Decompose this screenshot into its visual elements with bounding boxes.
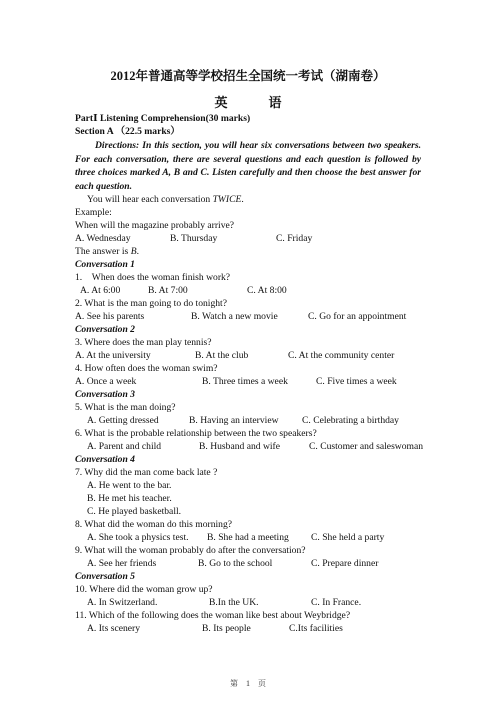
- directions-label: Directions:: [95, 140, 140, 151]
- question-9: 9. What will the woman probably do after the conversation?: [75, 545, 306, 556]
- question-8: 8. What did the woman do this morning?: [75, 519, 233, 530]
- q3-option-a: A. At the university: [75, 350, 151, 361]
- conversation-3-heading: Conversation 3: [75, 389, 135, 400]
- q4-option-a: A. Once a week: [75, 376, 137, 387]
- example-question: When will the magazine probably arrive?: [75, 220, 235, 231]
- q10-option-a: A. In Switzerland.: [87, 597, 158, 608]
- conversation-4-heading: Conversation 4: [75, 454, 135, 465]
- answer-letter: B: [130, 246, 137, 257]
- q7-option-b: B. He met his teacher.: [87, 493, 172, 504]
- part-heading: PartⅠ Listening Comprehension(30 marks): [75, 113, 251, 124]
- answer-period: .: [136, 246, 139, 257]
- hear-text: You will hear each conversation: [87, 194, 213, 205]
- q8-option-c: C. She held a party: [311, 532, 385, 543]
- hear-instruction: [87, 193, 433, 206]
- q3-option-c: C. At the community center: [288, 350, 395, 361]
- q7-option-c: C. He played basketball.: [87, 506, 182, 517]
- directions-paragraph: [75, 139, 421, 193]
- q2-option-b: B. Watch a new movie: [191, 311, 278, 322]
- question-10: 10. Where did the woman grow up?: [75, 584, 213, 595]
- q1-option-a: A. At 6:00: [80, 285, 121, 296]
- q5-option-b: B. Having an interview: [189, 415, 279, 426]
- question-2: 2. What is the man going to do tonight?: [75, 298, 227, 309]
- q10-option-c: C. In France.: [311, 597, 362, 608]
- q1-option-c: C. At 8:00: [247, 285, 287, 296]
- q6-option-c: C. Customer and saleswoman: [309, 441, 424, 452]
- section-heading: Section A （22.5 marks）: [75, 126, 181, 137]
- conversation-2-heading: Conversation 2: [75, 324, 135, 335]
- q9-option-a: A. See her friends: [87, 558, 157, 569]
- q2-option-a: A. See his parents: [75, 311, 145, 322]
- example-option-c: C. Friday: [276, 233, 313, 244]
- question-1: 1. When does the woman finish work?: [75, 272, 231, 283]
- q1-option-b: B. At 7:00: [148, 285, 188, 296]
- question-4: 4. How often does the woman swim?: [75, 363, 218, 374]
- conversation-1-heading: Conversation 1: [75, 259, 135, 270]
- example-answer: [75, 245, 421, 258]
- q7-option-a: A. He went to the bar.: [87, 480, 172, 491]
- q9-option-c: C. Prepare dinner: [311, 558, 379, 569]
- exam-title: 2012年普通高等学校招生全国统一考试（湖南卷）: [110, 69, 386, 83]
- q6-option-b: B. Husband and wife: [199, 441, 280, 452]
- q5-option-a: A. Getting dressed: [87, 415, 159, 426]
- q8-option-a: A. She took a physics test.: [87, 532, 189, 543]
- q11-option-a: A. Its scenery: [87, 623, 141, 634]
- example-label: Example:: [75, 207, 112, 218]
- q6-option-a: A. Parent and child: [87, 441, 162, 452]
- subject-title: 英 语: [214, 95, 296, 110]
- q4-option-b: B. Three times a week: [202, 376, 288, 387]
- example-option-b: B. Thursday: [170, 233, 218, 244]
- q3-option-b: B. At the club: [195, 350, 249, 361]
- example-option-a: A. Wednesday: [75, 233, 131, 244]
- question-5: 5. What is the man doing?: [75, 402, 176, 413]
- q9-option-b: B. Go to the school: [198, 558, 273, 569]
- q11-option-b: B. Its people: [202, 623, 251, 634]
- q2-option-c: C. Go for an appointment: [308, 311, 407, 322]
- hear-period: .: [241, 194, 244, 205]
- q8-option-b: B. She had a meeting: [207, 532, 289, 543]
- conversation-5-heading: Conversation 5: [75, 571, 135, 582]
- q5-option-c: C. Celebrating a birthday: [302, 415, 399, 426]
- directions-text: In this section, you will hear six conversations between two speakers. For each conversation, there are several questions and each question is followed by three choices marked A, B and C. Listen carefully and then choose the best answer for each question.: [75, 140, 421, 192]
- question-6: 6. What is the probable relationship between the two speakers?: [75, 428, 317, 439]
- q11-option-c: C.Its facilities: [289, 623, 343, 634]
- question-7: 7. Why did the man come back late ?: [75, 467, 218, 478]
- q4-option-c: C. Five times a week: [316, 376, 397, 387]
- question-11: 11. Which of the following does the woman like best about Weybridge?: [75, 610, 351, 621]
- question-3: 3. Where does the man play tennis?: [75, 337, 212, 348]
- page-number: 第 1 页: [230, 679, 266, 688]
- q10-option-b: B.In the UK.: [209, 597, 259, 608]
- answer-text: The answer is: [75, 246, 131, 257]
- twice-text: TWICE: [212, 194, 242, 205]
